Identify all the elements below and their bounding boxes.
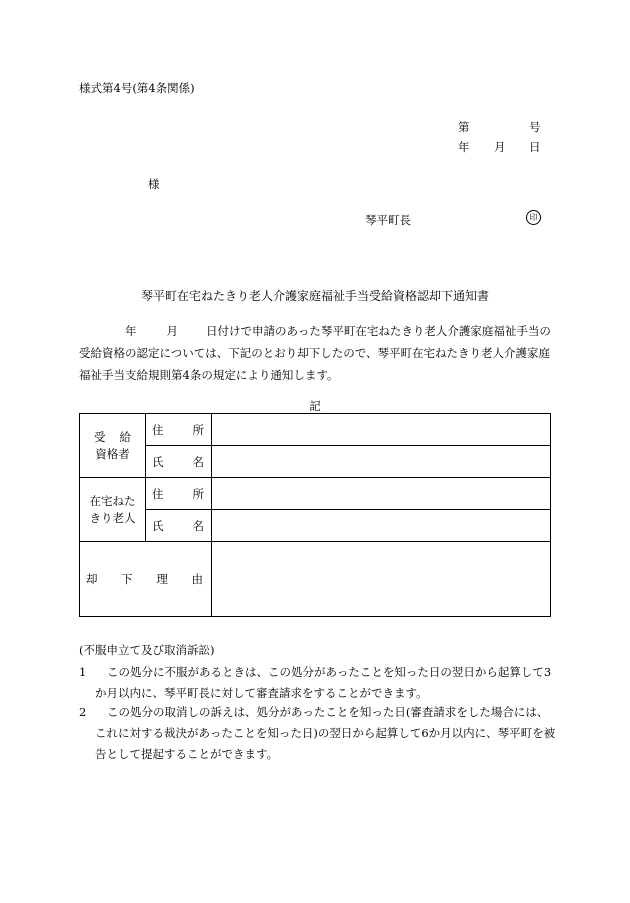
document-title: 琴平町在宅ねたきり老人介護家庭福祉手当受給資格認却下通知書 (140, 289, 489, 303)
table-row (80, 446, 551, 478)
record-mark: 記 (309, 399, 321, 413)
address-char-1: 住 (152, 486, 164, 501)
note-text (79, 702, 559, 765)
doc-number-suffix: 号 (529, 120, 541, 134)
address-char-1: 住 (152, 422, 164, 437)
form-number: 様式第4号(第4条関係) (79, 81, 195, 95)
reason-char-2: 下 (121, 572, 133, 586)
recipient-name-value[interactable] (212, 446, 551, 478)
appeal-note (79, 662, 559, 704)
bedridden-group-cell (80, 478, 146, 542)
body-year-label: 年 (125, 324, 137, 338)
name-char-2: 名 (192, 518, 204, 533)
date-month-label: 月 (494, 140, 506, 154)
date-day-label: 日 (529, 140, 541, 154)
bedridden-name-value[interactable] (212, 510, 551, 542)
seal-mark: 印 (526, 210, 541, 225)
reason-char-4: 由 (191, 572, 203, 586)
body-paragraph (79, 320, 559, 386)
table-row (80, 510, 551, 542)
recipient-address-label (146, 414, 212, 446)
table-row (80, 478, 551, 510)
addressee-honorific: 様 (148, 177, 160, 191)
recipient-name-label (146, 446, 212, 478)
recipient-label-1: 受 (94, 429, 106, 444)
bedridden-name-label (146, 510, 212, 542)
bedridden-label-2: きり老人 (89, 510, 136, 525)
recipient-group-cell (80, 414, 146, 478)
bedridden-address-label (146, 478, 212, 510)
doc-number-prefix: 第 (458, 120, 470, 134)
recipient-label-2: 給 (119, 429, 131, 444)
rejection-reason-label (80, 542, 212, 617)
name-char-1: 氏 (152, 454, 164, 469)
rejection-reason-value[interactable] (212, 542, 551, 617)
reason-char-3: 理 (156, 572, 168, 586)
reason-char-1: 却 (86, 572, 98, 586)
address-char-2: 所 (192, 486, 204, 501)
note-text-content: この処分に不服があるときは、この処分があったことを知った日の翌日から起算して3か月以内に、琴平町長に対して審査請求をすることができます。 (95, 665, 552, 700)
body-text: 日付けで申請のあった琴平町在宅ねたきり老人介護家庭福祉手当の受給資格の認定については、下記のとおり却下したので、琴平町在宅ねたきり老人介護家庭福祉手当支給規則第4条の規定により通知します。 (79, 324, 551, 382)
appeal-heading: (不服申立て及び取消訴訟) (79, 643, 215, 657)
note-number: 1 (79, 665, 87, 679)
address-char-2: 所 (192, 422, 204, 437)
body-month-label: 月 (166, 324, 178, 338)
recipient-label-3: 資格者 (95, 446, 130, 461)
bedridden-label-1: 在宅ねた (89, 493, 136, 508)
table-row (80, 414, 551, 446)
note-number: 2 (79, 705, 87, 719)
notice-table (79, 413, 551, 617)
bedridden-address-value[interactable] (212, 478, 551, 510)
appeal-note (79, 702, 559, 765)
table-row (80, 542, 551, 617)
recipient-address-value[interactable] (212, 414, 551, 446)
name-char-1: 氏 (152, 518, 164, 533)
note-text (79, 662, 559, 704)
issuer-name: 琴平町長 (365, 213, 411, 227)
date-year-label: 年 (458, 140, 470, 154)
note-text-content: この処分の取消しの訴えは、処分があったことを知った日(審査請求をした場合には、これに対する裁決があったことを知った日)の翌日から起算して6か月以内に、琴平町を被告として提起することができます。 (95, 705, 556, 761)
name-char-2: 名 (192, 454, 204, 469)
